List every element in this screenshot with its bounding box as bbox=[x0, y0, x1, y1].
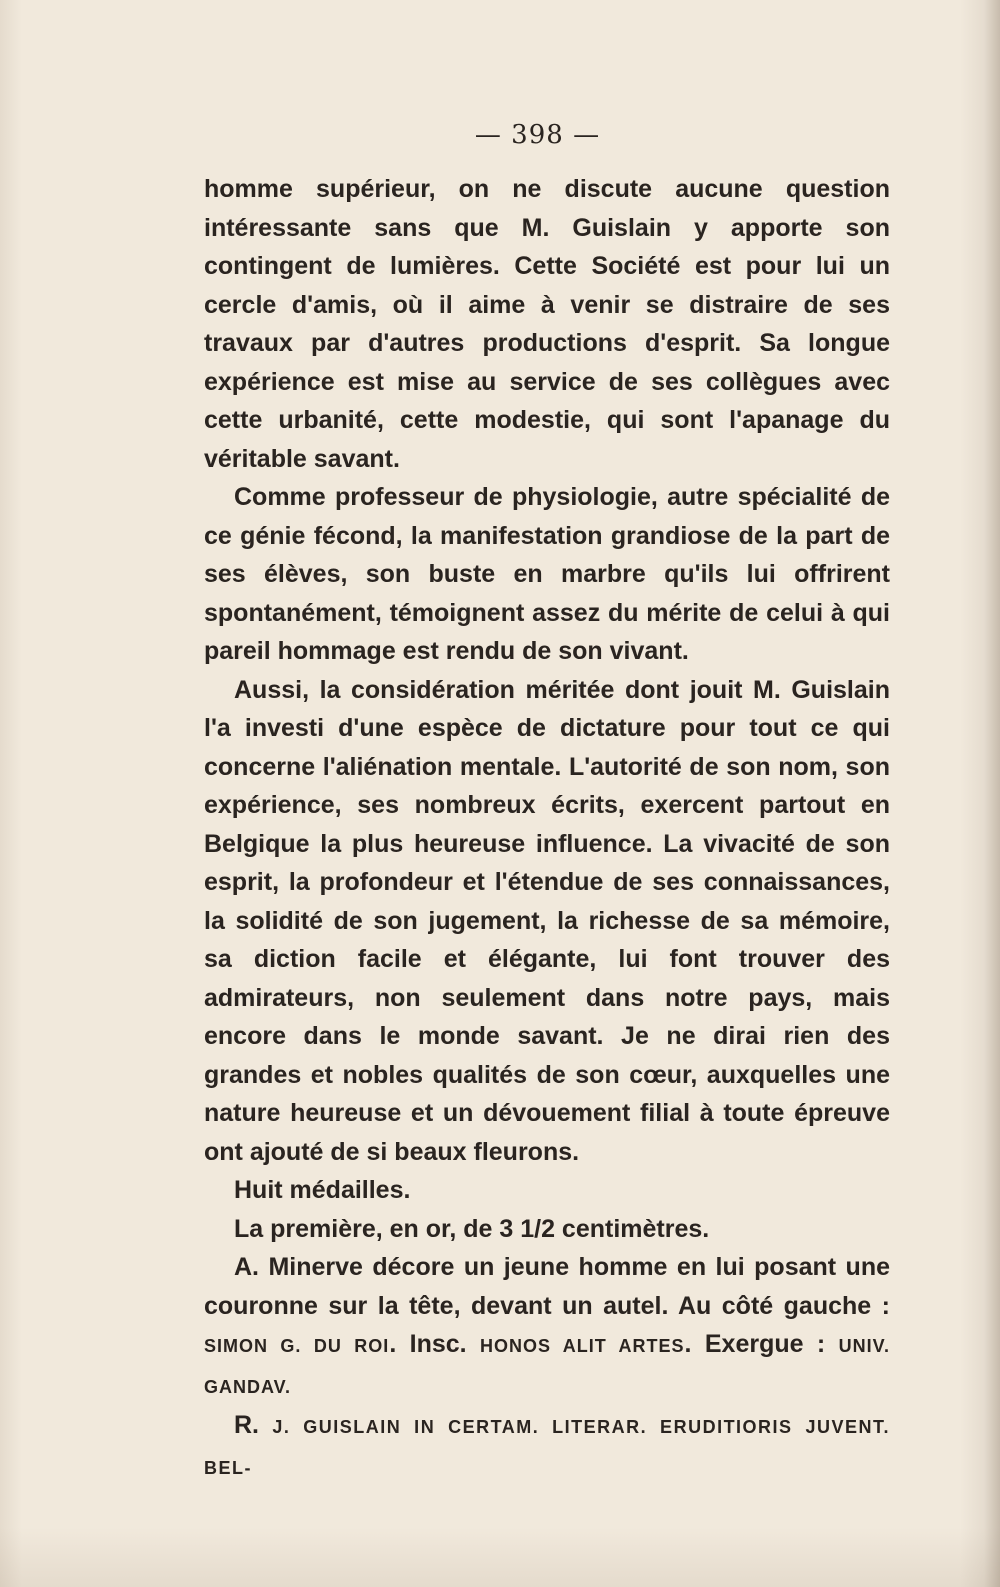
medal-description bbox=[204, 1248, 890, 1406]
paragraph-3: Aussi, la considération méritée dont jouit M. Guislain l'a investi d'une espèce de dictature pour tout ce qui concerne l'aliénation mentale. L'autorité de son nom, son expérience, ses nombreux écrits, exercent partout en Belgique la plus heureuse influence. La vivacité de son esprit, la profondeur et l'étendue de ses connaissances, la solidité de son jugement, la richesse de sa mémoire, sa diction facile et élégante, lui font trouver des admirateurs, non seulement dans notre pays, mais encore dans le monde savant. Je ne dirai rien des grandes et nobles qualités de son cœur, auxquelles une nature heureuse et un dévouement filial à toute épreuve ont ajouté de si beaux fleurons. bbox=[204, 675, 890, 1166]
insc-text: HONOS ALIT ARTES bbox=[480, 1336, 685, 1356]
medal-signature: SIMON G. DU ROI bbox=[204, 1336, 390, 1356]
exergue-text: UNIV. GANDAV. bbox=[204, 1336, 890, 1397]
paragraph-5: La première, en or, de 3 1/2 centimètres. bbox=[234, 1214, 710, 1243]
reverse-text: J. GUISLAIN IN CERTAM. LITERAR. ERUDITIORIS JUVENT. BEL- bbox=[204, 1417, 890, 1478]
body-text bbox=[204, 170, 890, 1487]
page-number: — 398 — bbox=[474, 120, 601, 150]
paragraph-4: Huit médailles. bbox=[234, 1176, 411, 1204]
reverse-label: R. bbox=[234, 1411, 259, 1439]
paragraph-1: homme supérieur, on ne discute aucune question intéressante sans que M. Guislain y apporte son contingent de lumières. Cette Société est pour lui un cercle d'amis, où il aime à venir se distraire de ses travaux par d'autres productions d'esprit. Sa longue expérience est mise au service de ses collègues avec cette urbanité, cette modestie, qui sont l'apanage du véritable savant. bbox=[204, 175, 890, 473]
exergue-label: . Exergue : bbox=[684, 1330, 826, 1358]
reverse-line bbox=[204, 1406, 890, 1487]
paragraph-2: Comme professeur de physiologie, autre spécialité de ce génie fécond, la manifestation grandiose de la part de ses élèves, son buste en marbre qu'ils lui offrirent spontanément, témoignent assez du mérite de celui à qui pareil hommage est rendu de son vivant. bbox=[204, 483, 890, 665]
insc-label: . Insc. bbox=[389, 1330, 467, 1358]
medal-intro: A. Minerve décore un jeune homme en lui posant une couronne sur la tête, devant un autel. Au côté gauche : bbox=[204, 1253, 890, 1320]
